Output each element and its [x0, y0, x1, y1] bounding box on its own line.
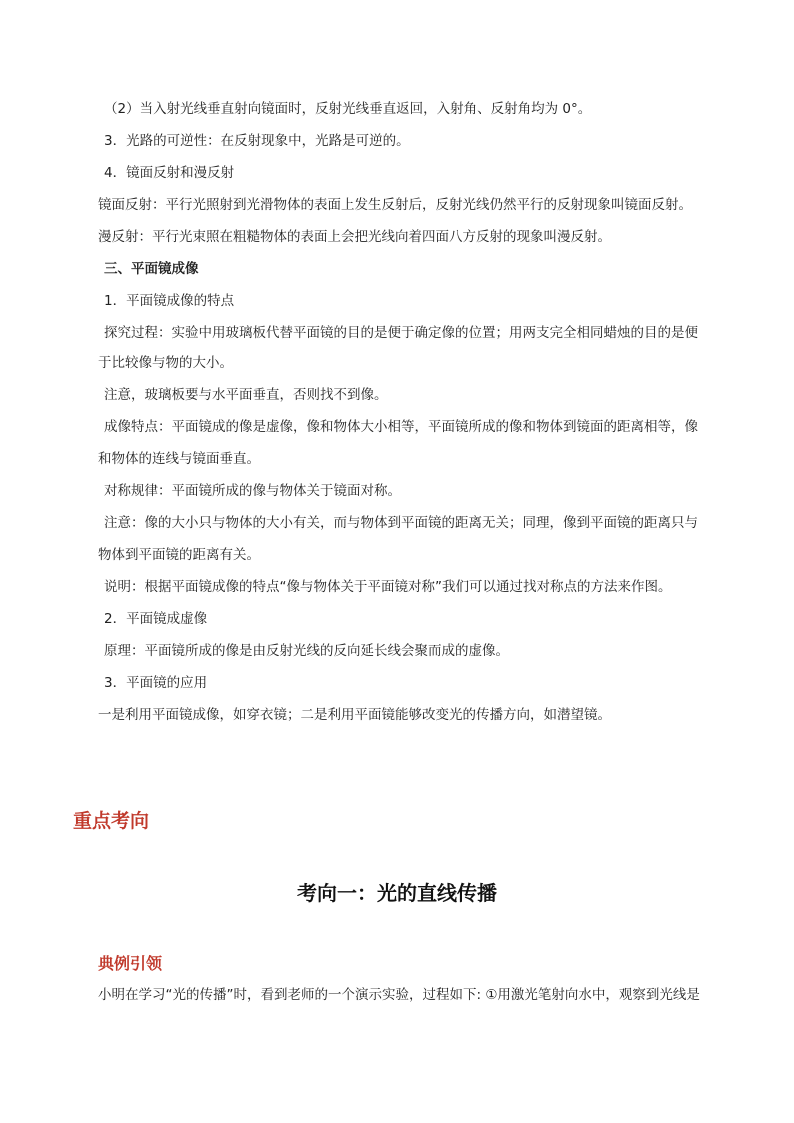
- text-line: 探究过程：实验中用玻璃板代替平面镜的目的是便于确定像的位置；用两支完全相同蜡烛的目的是便: [104, 325, 698, 341]
- text-line: 1．平面镜成像的特点: [104, 293, 235, 309]
- text-line: 说明：根据平面镜成像的特点“像与物体关于平面镜对称”我们可以通过找对称点的方法来作图。: [104, 579, 672, 595]
- text-line: 注意：像的大小只与物体的大小有关，而与物体到平面镜的距离无关；同理，像到平面镜的距离只与: [104, 515, 698, 531]
- example-text: 小明在学习“光的传播”时，看到老师的一个演示实验，过程如下: ①用激光笔射向水中，观察到光线是: [98, 987, 700, 1003]
- text-line: 原理：平面镜所成的像是由反射光线的反向延长线会聚而成的虚像。: [104, 643, 509, 659]
- text-line: 3．光路的可逆性：在反射现象中，光路是可逆的。: [104, 133, 410, 149]
- text-line: 注意，玻璃板要与水平面垂直，否则找不到像。: [104, 387, 388, 403]
- text-line: 和物体的连线与镜面垂直。: [98, 451, 260, 467]
- text-line: 3．平面镜的应用: [104, 675, 208, 691]
- text-line: 于比较像与物的大小。: [98, 355, 233, 371]
- text-line: 对称规律：平面镜所成的像与物体关于镜面对称。: [104, 483, 401, 499]
- text-line: 物体到平面镜的距离有关。: [98, 547, 260, 563]
- example-label: 典例引领: [98, 954, 163, 973]
- text-line: 漫反射：平行光束照在粗糙物体的表面上会把光线向着四面八方反射的现象叫漫反射。: [98, 229, 611, 245]
- text-line: 成像特点：平面镜成的像是虚像，像和物体大小相等，平面镜所成的像和物体到镜面的距离相等，像: [104, 419, 698, 435]
- section-heading-key-topics: 重点考向: [73, 810, 150, 832]
- text-line: 2．平面镜成虚像: [104, 611, 208, 627]
- text-line: 一是利用平面镜成像，如穿衣镜；二是利用平面镜能够改变光的传播方向，如潜望镜。: [98, 707, 611, 723]
- topic-title: 考向一：光的直线传播: [297, 881, 497, 905]
- text-line: （2）当入射光线垂直射向镜面时，反射光线垂直返回，入射角、反射角均为 0°。: [104, 101, 592, 117]
- section-heading-plane-mirror: 三、平面镜成像: [104, 261, 199, 277]
- text-line: 4．镜面反射和漫反射: [104, 165, 235, 181]
- text-line: 镜面反射：平行光照射到光滑物体的表面上发生反射后，反射光线仍然平行的反射现象叫镜面反射。: [98, 197, 692, 213]
